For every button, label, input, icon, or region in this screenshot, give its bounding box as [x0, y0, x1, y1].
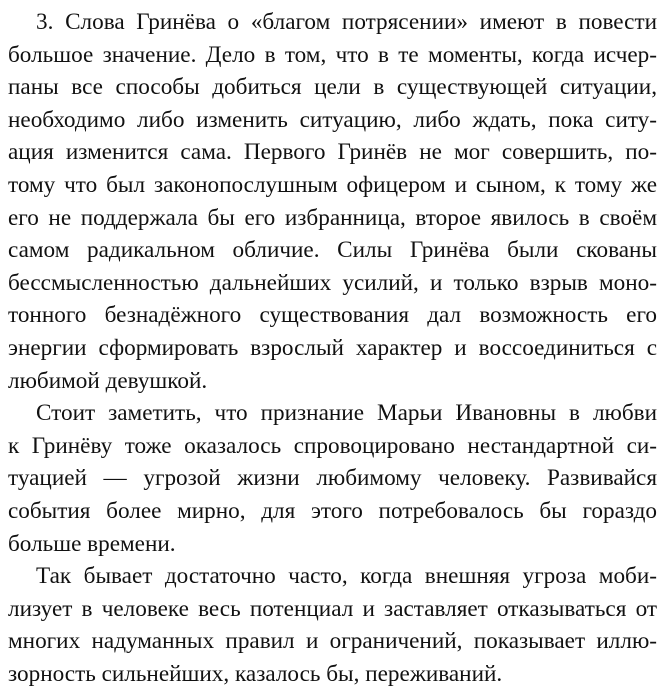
- text-line: события более мирно, для этого потребовалось бы гораздо: [8, 497, 657, 524]
- text-line: самом радикальном обличие. Силы Гринёва были скованы: [8, 237, 657, 264]
- text-line: ация изменится сама. Первого Гринёв не мог совершить, по-: [8, 139, 657, 166]
- paragraph-1: [8, 6, 657, 397]
- text-line: необходимо либо изменить ситуацию, либо ждать, пока ситу-: [8, 106, 657, 133]
- paragraph-2: [8, 397, 657, 560]
- text-line: зорность сильнейших, казалось бы, переживаний.: [8, 660, 503, 687]
- text-line: бессмысленностью дальнейших усилий, и только взрыв моно-: [8, 269, 657, 296]
- text-line: тому что был законопослушным офицером и сыном, к тому же: [8, 171, 657, 198]
- text-line: многих надуманных правил и ограничений, показывает иллю-: [8, 628, 657, 655]
- text-line: лизует в человеке весь потенциал и заставляет отказываться от: [8, 595, 657, 622]
- paragraph-3: [8, 560, 657, 690]
- text-line: энергии сформировать взрослый характер и воссоединиться с: [8, 334, 657, 361]
- text-line: к Гринёву тоже оказалось спровоцировано нестандартной си-: [8, 432, 657, 459]
- text-line: любимой девушкой.: [8, 367, 208, 394]
- text-line: 3. Слова Гринёва о «благом потрясении» имеют в повести: [36, 9, 657, 35]
- text-line: его не поддержала бы его избранница, второе явилось в своём: [8, 204, 657, 231]
- text-line: тонного безнадёжного существования дал возможность его: [8, 302, 657, 329]
- text-line: больше времени.: [8, 530, 176, 557]
- text-line: паны все способы добиться цели в существующей ситуации,: [8, 74, 657, 101]
- text-line: Так бывает достаточно часто, когда внешняя угроза моби-: [36, 563, 657, 590]
- text-line: большое значение. Дело в том, что в те моменты, когда исчер-: [8, 41, 657, 68]
- text-line: Стоит заметить, что признание Марьи Ивановны в любви: [36, 400, 657, 427]
- text-line: туацией — угрозой жизни любимому человеку. Развивайся: [8, 465, 657, 492]
